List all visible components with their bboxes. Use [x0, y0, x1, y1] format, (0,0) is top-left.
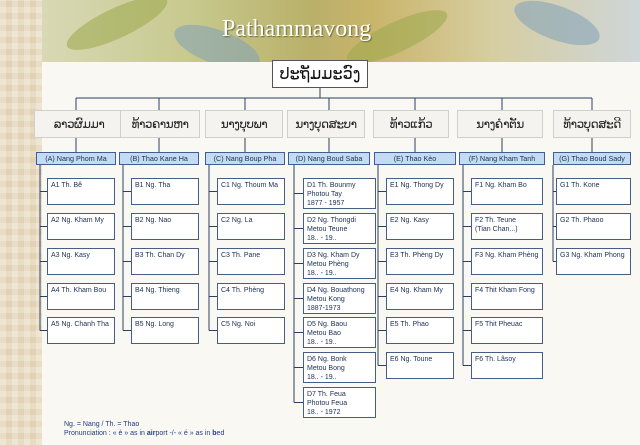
member-text: Metou Bong	[307, 365, 345, 372]
member-box	[303, 317, 376, 348]
member-text: 18.. - 19..	[307, 374, 337, 381]
member-text: D3 Ng. Kham Dy	[307, 252, 360, 259]
pronunciation-note: Pronunciation : « è » as in airport -/- « é » as in bed	[64, 430, 225, 437]
member-box	[386, 317, 454, 344]
member-box	[471, 213, 543, 240]
member-box	[131, 317, 199, 344]
member-text: 18.. - 19..	[307, 235, 337, 242]
member-text: D1 Th. Bounmy	[307, 182, 356, 189]
member-text: A4 Th. Kham Bou	[51, 287, 107, 294]
member-text: 18.. - 1972	[307, 409, 341, 416]
member-text: F6 Th. Lâsoy	[475, 356, 516, 363]
member-box	[217, 317, 285, 344]
member-text: Metou Phèng	[307, 261, 349, 268]
member-text: B5 Ng. Long	[135, 321, 174, 328]
branch-head-d: (D) Nang Boud Saba	[288, 152, 370, 165]
member-box	[303, 178, 376, 209]
member-text: C3 Th. Pane	[221, 252, 261, 259]
lao-family-title: ປະຖັມມະວົງ	[272, 60, 368, 88]
member-text: Photou Feua	[307, 400, 348, 407]
member-box	[47, 248, 115, 275]
member-text: C1 Ng. Thoum Ma	[221, 182, 279, 189]
member-text: D6 Ng. Bonk	[307, 356, 347, 363]
member-text: 18.. - 19..	[307, 339, 337, 346]
member-text: A1 Th. Bê	[51, 182, 83, 189]
member-text: Metou Teune	[307, 226, 348, 233]
member-box	[471, 352, 543, 379]
member-box	[47, 213, 115, 240]
page-title: Pathammavong	[222, 16, 372, 42]
member-text: C4 Th. Phèng	[221, 287, 265, 294]
member-text: E6 Ng. Toune	[390, 356, 433, 363]
member-box	[47, 178, 115, 205]
member-text: (Tian Chan...)	[475, 226, 518, 233]
member-box	[386, 248, 454, 275]
lao-name-f: ນາງຄຳຕັນ	[457, 110, 543, 138]
lao-name-e: ທ້າວແກ້ວ	[373, 110, 449, 138]
member-box	[471, 178, 543, 205]
member-box	[131, 178, 199, 205]
member-text: F5 Thit Pheuac	[475, 321, 523, 328]
member-box	[217, 213, 285, 240]
member-box	[47, 283, 115, 310]
branch-head-g: (G) Thao Boud Sady	[553, 152, 631, 165]
member-box	[386, 178, 454, 205]
member-text: Metou Bao	[307, 330, 341, 337]
member-box	[471, 317, 543, 344]
branch-head-f: (F) Nang Kham Tanh	[459, 152, 545, 165]
member-text: D2 Ng. Thongdi	[307, 217, 356, 224]
member-box	[303, 283, 376, 314]
member-text: B3 Th. Chan Dy	[135, 252, 185, 259]
member-text: C5 Ng. Noi	[221, 321, 256, 328]
member-box	[386, 283, 454, 310]
member-text: Metou Kong	[307, 296, 345, 303]
abbrev-note: Ng. = Nang / Th. = Thao	[64, 421, 140, 428]
member-text: 1887-1973	[307, 305, 341, 312]
member-text: E1 Ng. Thong Dy	[390, 182, 444, 189]
member-text: F4 Thit Kham Fong	[475, 287, 535, 294]
member-text: D4 Ng. Bouathong	[307, 287, 365, 294]
member-text: F1 Ng. Kham Bo	[475, 182, 527, 189]
member-text: B1 Ng. Tha	[135, 182, 171, 189]
member-text: G3 Ng. Kham Phong	[560, 252, 625, 259]
member-text: B4 Ng. Thieng	[135, 287, 180, 294]
member-text: A2 Ng. Kham My	[51, 217, 104, 224]
member-box	[386, 352, 454, 379]
member-text: D7 Th. Feua	[307, 391, 346, 398]
branch-head-b: (B) Thao Kane Ha	[119, 152, 199, 165]
member-text: Photou Tay	[307, 191, 342, 198]
branch-head-c: (C) Nang Boup Pha	[205, 152, 285, 165]
member-text: E4 Ng. Kham My	[390, 287, 443, 294]
member-text: D5 Ng. Baou	[307, 321, 348, 328]
member-text: G1 Th. Kone	[560, 182, 600, 189]
branch-head-a: (A) Nang Phom Ma	[36, 152, 116, 165]
member-text: B2 Ng. Nao	[135, 217, 172, 224]
member-box	[217, 283, 285, 310]
member-text: E3 Th. Phèng Dy	[390, 252, 444, 259]
member-box	[131, 283, 199, 310]
member-text: E2 Ng. Kasy	[390, 217, 429, 224]
member-box	[471, 283, 543, 310]
member-box	[131, 213, 199, 240]
member-text: F2 Th. Teune	[475, 217, 516, 224]
lao-name-c: ນາງບຸບພາ	[205, 110, 283, 138]
member-text: C2 Ng. La	[221, 217, 253, 224]
member-text: E5 Th. Phao	[390, 321, 429, 328]
member-box	[217, 248, 285, 275]
member-box	[303, 248, 376, 279]
member-box	[386, 213, 454, 240]
lao-name-a: ລາວຜົມມາ	[34, 110, 124, 138]
member-text: A5 Ng. Chanh Tha	[51, 321, 109, 328]
member-box	[131, 248, 199, 275]
member-box	[47, 317, 115, 344]
member-box	[556, 248, 631, 275]
member-box	[217, 178, 285, 205]
member-box	[556, 178, 631, 205]
member-box	[556, 213, 631, 240]
lao-name-g: ທ້າວບຸດສະດີ	[553, 110, 631, 138]
member-text: 18.. - 19..	[307, 270, 337, 277]
member-text: A3 Ng. Kasy	[51, 252, 90, 259]
member-box	[303, 213, 376, 244]
member-text: G2 Th. Phaoo	[560, 217, 604, 224]
footnote	[64, 420, 224, 438]
member-box	[471, 248, 543, 275]
member-text: 1877 - 1957	[307, 200, 345, 207]
member-text: F3 Ng. Kham Phèng	[475, 252, 539, 259]
member-box	[303, 352, 376, 383]
lao-name-b: ທ້າວຄານຫາ	[120, 110, 200, 138]
branch-head-e: (E) Thao Kèo	[374, 152, 456, 165]
member-box	[303, 387, 376, 418]
lao-name-d: ນາງບຸດສະບາ	[287, 110, 365, 138]
